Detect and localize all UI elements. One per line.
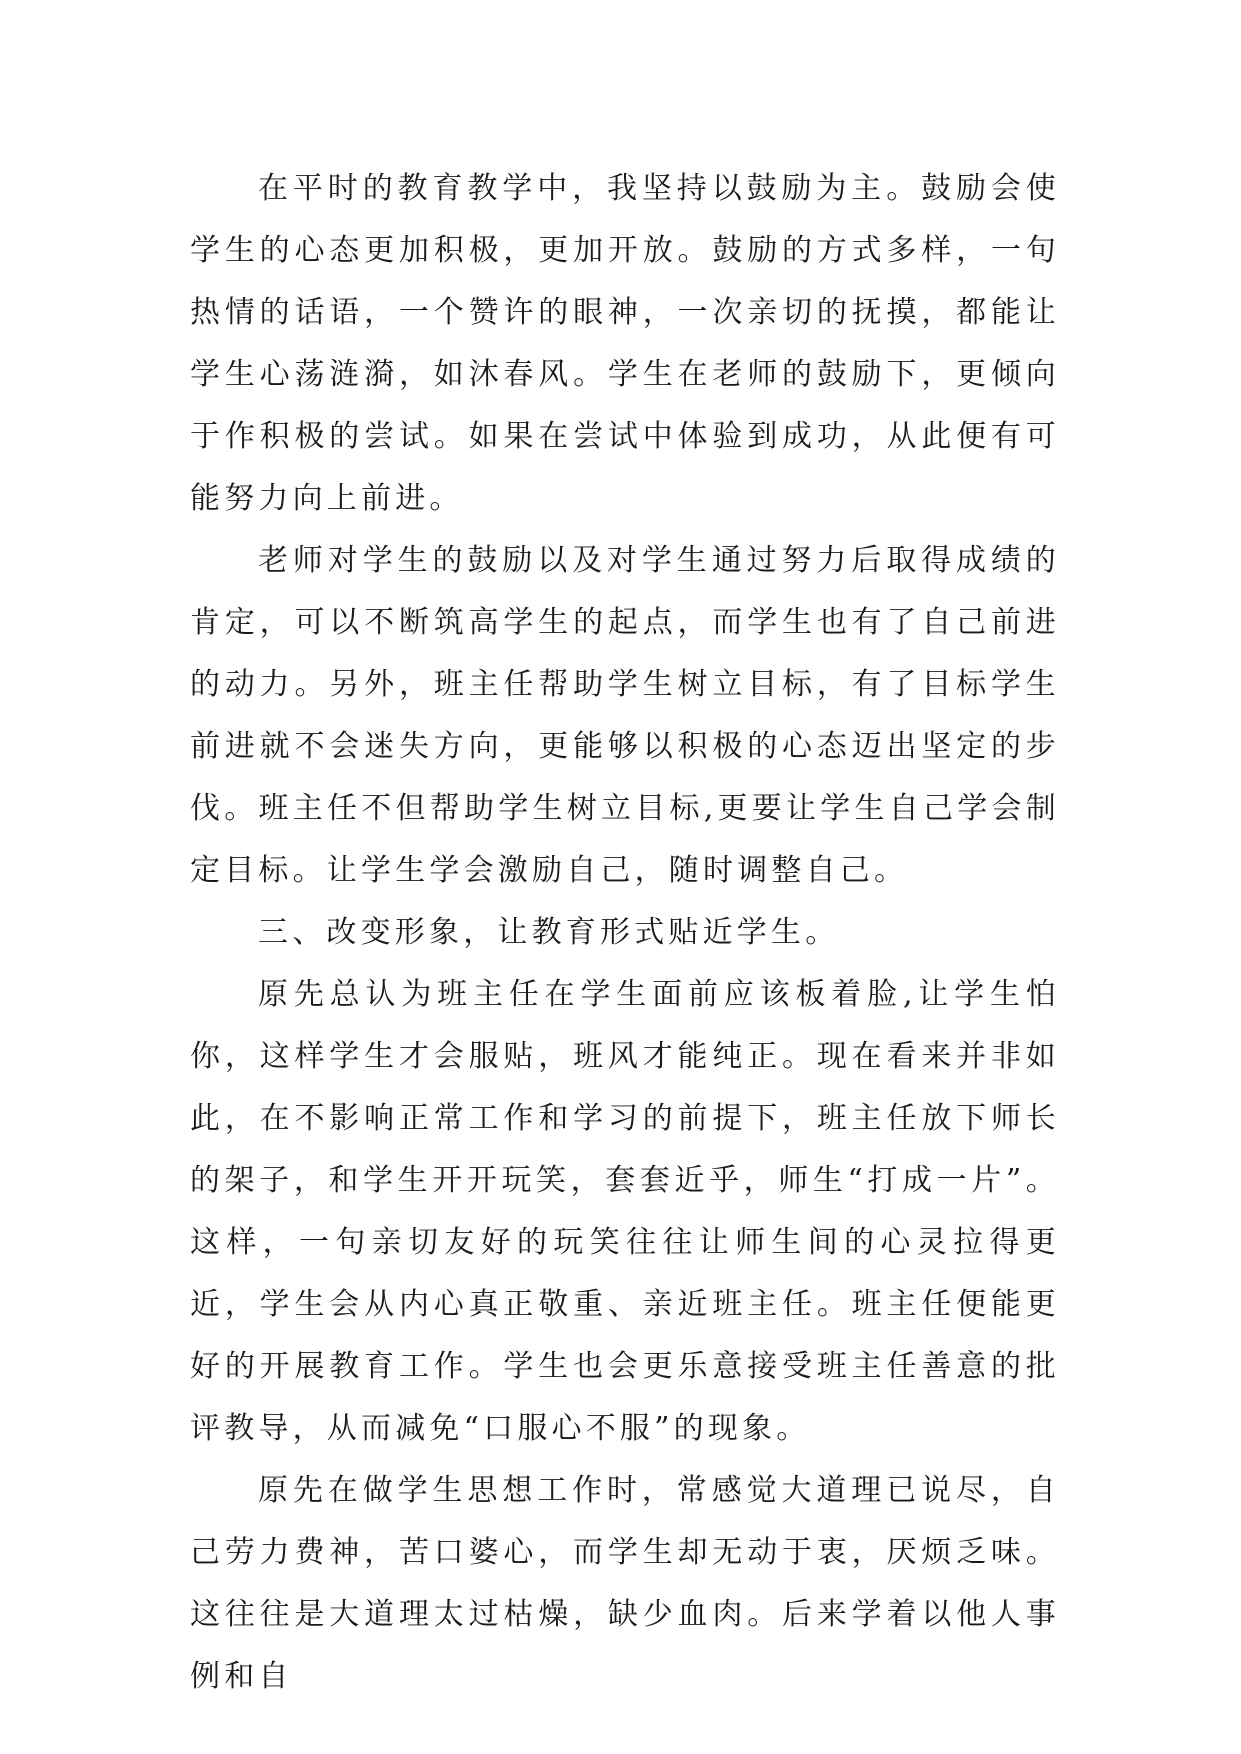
paragraph-image-change: 原先总认为班主任在学生面前应该板着脸,让学生怕你，这样学生才会服贴，班风才能纯正。现在看来并非如此，在不影响正常工作和学习的前提下，班主任放下师长的架子，和学生开开玩笑，套套近乎，师生“打成一片”。这样，一句亲切友好的玩笑往往让师生间的心灵拉得更近，学生会从内心真正敬重、亲近班主任。班主任便能更好的开展教育工作。学生也会更乐意接受班主任善意的批评教导，从而减免“口服心不服”的现象。 [190, 977, 1060, 1446]
paragraph-goals: 老师对学生的鼓励以及对学生通过努力后取得成绩的肯定，可以不断筑高学生的起点，而学生也有了自己前进的动力。另外，班主任帮助学生树立目标，有了目标学生前进就不会迷失方向，更能够以积极的心态迈出坚定的步伐。班主任不但帮助学生树立目标,更要让学生自己学会制定目标。让学生学会激励自己，随时调整自己。 [190, 543, 1060, 888]
document-body [190, 158, 1060, 1708]
paragraph-encouragement: 在平时的教育教学中，我坚持以鼓励为主。鼓励会使学生的心态更加积极，更加开放。鼓励的方式多样，一句热情的话语，一个赞许的眼神，一次亲切的抚摸，都能让学生心荡涟漪，如沐春风。学生在老师的鼓励下，更倾向于作积极的尝试。如果在尝试中体验到成功，从此便有可能努力向上前进。 [190, 171, 1060, 516]
paragraph-thought-work: 原先在做学生思想工作时，常感觉大道理已说尽，自己劳力费神，苦口婆心，而学生却无动于衷，厌烦乏味。这往往是大道理太过枯燥，缺少血肉。后来学着以他人事例和自 [190, 1473, 1060, 1694]
section-heading-three: 三、改变形象，让教育形式贴近学生。 [258, 915, 840, 950]
